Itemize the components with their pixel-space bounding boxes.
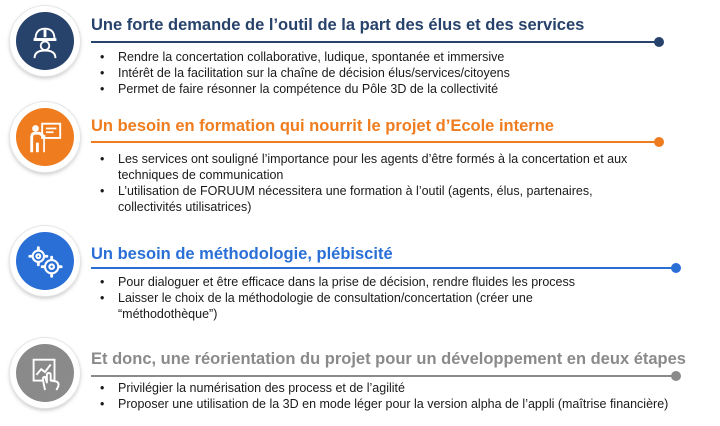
rule-end-dot bbox=[671, 263, 681, 273]
section-rule bbox=[91, 267, 676, 269]
section-title: Un besoin en formation qui nourrit le projet d’Ecole interne bbox=[91, 117, 554, 135]
icon-badge bbox=[10, 226, 80, 296]
section-title: Et donc, une réorientation du projet pour un développement en deux étapes bbox=[91, 350, 686, 368]
list-item: • Les services ont souligné l’importance pour les agents d’être formés à la concertation et aux techniques de communication bbox=[118, 151, 638, 183]
list-item: • Permet de faire résonner la compétence du Pôle 3D de la collectivité bbox=[118, 81, 510, 97]
bullet-list bbox=[118, 49, 510, 97]
bullet-list bbox=[118, 274, 588, 322]
icon-badge bbox=[10, 338, 80, 408]
rule-end-dot bbox=[654, 137, 664, 147]
list-item: • Rendre la concertation collaborative, ludique, spontanée et immersive bbox=[118, 49, 510, 65]
list-item: • L’utilisation de FORUUM nécessitera une formation à l’outil (agents, élus, partenaires, collectivités utilisatrices) bbox=[118, 183, 638, 215]
gears-icon bbox=[26, 242, 64, 280]
section-rule bbox=[91, 375, 676, 377]
worker-helmet-icon bbox=[26, 22, 64, 60]
icon-badge bbox=[10, 6, 80, 76]
section-rule bbox=[91, 141, 659, 143]
list-item: • Privilégier la numérisation des process et de l’agilité bbox=[118, 380, 718, 396]
list-item: • Laisser le choix de la méthodologie de consultation/concertation (créer une “méthodothèque”) bbox=[118, 290, 588, 322]
list-item: • Proposer une utilisation de la 3D en mode léger pour la version alpha de l’appli (maîtrise financière) bbox=[118, 396, 718, 412]
rule-end-dot bbox=[654, 37, 664, 47]
section-title: Un besoin de méthodologie, plébiscité bbox=[91, 245, 393, 263]
touch-chart-icon bbox=[26, 354, 64, 392]
section-rule bbox=[91, 41, 659, 43]
teacher-board-icon bbox=[26, 118, 64, 156]
list-item: • Intérêt de la facilitation sur la chaîne de décision élus/services/citoyens bbox=[118, 65, 510, 81]
section-title: Une forte demande de l’outil de la part des élus et des services bbox=[91, 16, 585, 34]
bullet-list bbox=[118, 380, 718, 412]
icon-badge bbox=[10, 102, 80, 172]
bullet-list bbox=[118, 151, 638, 215]
list-item: • Pour dialoguer et être efficace dans la prise de décision, rendre fluides les process bbox=[118, 274, 588, 290]
